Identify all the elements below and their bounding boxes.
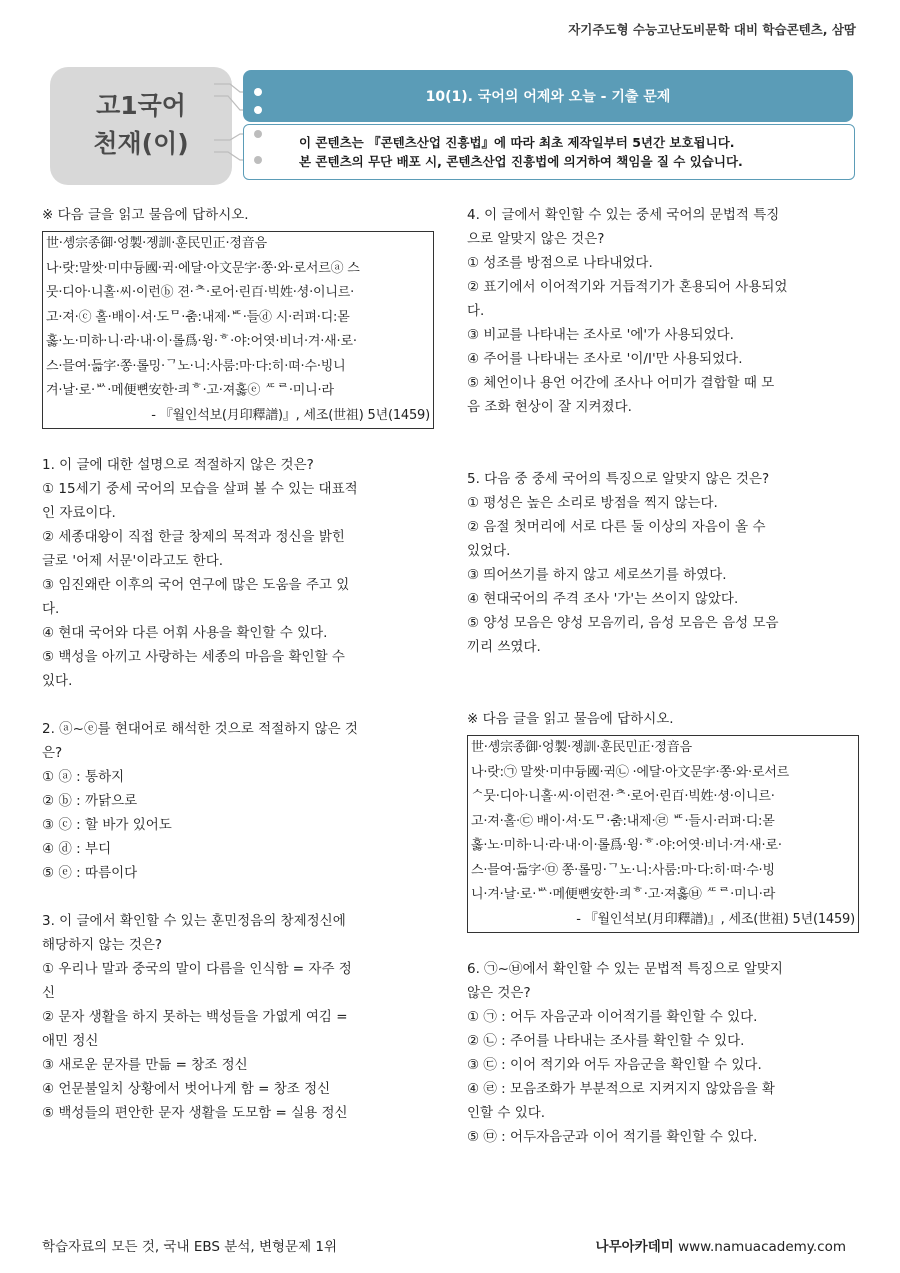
- passage2-line: 나·랏:㉠ 말쌋·미中듕國·귁㉡ ·에달·아文문字·쫑·와·로서르: [471, 764, 790, 780]
- q1-option: 글로 '어제 서문'이라고도 한다.: [42, 553, 224, 569]
- notice-line-2: 본 콘텐츠의 무단 배포 시, 콘텐츠산업 진흥법에 의거하여 책임을 질 수 있습니다.: [299, 154, 743, 169]
- q5-option: 있었다.: [467, 543, 511, 559]
- passage1-instruction: ※ 다음 글을 읽고 물음에 답하시오.: [42, 207, 249, 223]
- top-note: 자기주도형 수능고난도비문학 대비 학습콘텐츠, 삼땀: [568, 22, 856, 37]
- q6-option: ② ㉡ : 주어를 나타내는 조사를 확인할 수 있다.: [467, 1033, 745, 1049]
- q4-option: ④ 주어를 나타내는 조사로 '이/I'만 사용되었다.: [467, 351, 743, 367]
- q2-stem: 2. ⓐ~ⓔ를 현대어로 해석한 것으로 적절하지 않은 것: [42, 721, 358, 737]
- q3-option: ⑤ 백성들의 편안한 문자 생활을 도모함 = 실용 정신: [42, 1105, 348, 1121]
- q6-option: ③ ㉢ : 이어 적기와 어두 자음군을 확인할 수 있다.: [467, 1057, 762, 1073]
- right-column: [467, 203, 859, 1149]
- q1-option: ③ 임진왜란 이후의 국어 연구에 많은 도움을 주고 있: [42, 577, 350, 593]
- passage1-line: 世·솅宗종御·엉製·졩訓·훈民민正·졍音음: [46, 236, 267, 251]
- passage2-line: 고·져·홀·㉢ 배이·셔·도ᄆ·춤:내제·㉣ ᄠ·들시·러펴·디:몯: [471, 813, 775, 829]
- passage2-box: [467, 735, 859, 933]
- q6-stem-cont: 않은 것은?: [467, 985, 531, 1001]
- q4-option: ③ 비교를 나타내는 조사로 '에'가 사용되었다.: [467, 327, 734, 343]
- q6-option: 인할 수 있다.: [467, 1105, 546, 1121]
- q6-option: ④ ㉣ : 모음조화가 부분적으로 지켜지지 않았음을 확: [467, 1081, 775, 1097]
- q4-stem-cont: 으로 알맞지 않은 것은?: [467, 231, 605, 247]
- q5-option: ② 음절 첫머리에 서로 다른 둘 이상의 자음이 올 수: [467, 519, 766, 535]
- passage1-line: 겨·날·로·ᄡ·메便뼌安한·킈ᄒ·고·져홇ⓔ ᄯᄅ·미니·라: [46, 383, 334, 398]
- q1-option: 있다.: [42, 673, 73, 689]
- q1-stem: 1. 이 글에 대한 설명으로 적절하지 않은 것은?: [42, 457, 314, 473]
- title-dot-2: [254, 106, 262, 114]
- q3-option: 신: [42, 985, 56, 1001]
- footer-brand: [596, 1235, 846, 1255]
- passage2-line: 홇·노·미하·니·라·내·이·롤爲·윙·ᄒ·야:어엿·비너·겨·새·로·: [471, 838, 782, 853]
- q2-option: ③ ⓒ : 할 바가 있어도: [42, 817, 172, 833]
- q5-option: ① 평성은 높은 소리로 방점을 찍지 않는다.: [467, 495, 718, 511]
- passage2-line: ᄉ뭇·디아·니홀·씨·이런젼·ᄎ·로어·린百·빅姓·셩·이니르·: [471, 789, 775, 804]
- q5-stem: 5. 다음 중 중세 국어의 특징으로 알맞지 않은 것은?: [467, 471, 770, 487]
- q3-stem-cont: 해당하지 않는 것은?: [42, 937, 163, 953]
- passage1-line: 나·랏:말쌋·미中듕國·귁·에달·아文문字·쫑·와·로서르ⓐ 스: [46, 260, 360, 276]
- q4-option: 음 조화 현상이 잘 지켜졌다.: [467, 399, 632, 415]
- q4-option: ① 성조를 방점으로 나타내었다.: [467, 255, 653, 271]
- q3-option: ② 문자 생활을 하지 못하는 백성들을 가엾게 여김 =: [42, 1009, 348, 1025]
- passage1-line: 스·믈여·듧字·쫑·롤밍·ᄀ노·니:사룸:마·다:히·뗘·수·빙니: [46, 358, 346, 374]
- q1-option: ④ 현대 국어와 다른 어휘 사용을 확인할 수 있다.: [42, 625, 328, 641]
- q1-option: 다.: [42, 601, 60, 617]
- passage1-box: [42, 231, 434, 429]
- title-dot-1: [254, 88, 262, 96]
- q2-option: ④ ⓓ : 부디: [42, 841, 112, 857]
- q2-option: ① ⓐ : 통하지: [42, 769, 125, 785]
- q2-stem-cont: 은?: [42, 745, 63, 761]
- q1-option: ⑤ 백성을 아끼고 사랑하는 세종의 마음을 확인할 수: [42, 649, 345, 665]
- q1-option: ② 세종대왕이 직접 한글 창제의 목적과 정신을 밝힌: [42, 529, 345, 545]
- q4-option: ② 표기에서 이어적기와 거듭적기가 혼용되어 사용되었: [467, 279, 788, 295]
- q5-option: ④ 현대국어의 주격 조사 '가'는 쓰이지 않았다.: [467, 591, 739, 607]
- passage1-line: 뭇·디아·니홀·씨·이런ⓑ 젼·ᄎ·로어·린百·빅姓·셩·이니르·: [46, 285, 355, 300]
- q4-option: 다.: [467, 303, 485, 319]
- q3-option: ④ 언문불일치 상황에서 벗어나게 함 = 창조 정신: [42, 1081, 331, 1097]
- passage1-citation: - 『월인석보(月印釋譜)』, 세조(世祖) 5년(1459): [151, 407, 430, 423]
- passage2-instruction: ※ 다음 글을 읽고 물음에 답하시오.: [467, 711, 674, 727]
- q6-option: ① ㉠ : 어두 자음군과 이어적기를 확인할 수 있다.: [467, 1009, 758, 1025]
- notice-dot-1: [254, 130, 262, 138]
- footer-url[interactable]: www.namuacademy.com: [678, 1239, 846, 1255]
- q3-option: 애민 정신: [42, 1033, 99, 1049]
- notice-dot-2: [254, 156, 262, 164]
- page-title: [243, 70, 853, 122]
- q2-option: ② ⓑ : 까닭으로: [42, 793, 138, 809]
- q1-option: 인 자료이다.: [42, 505, 116, 521]
- badge-publisher: 천재(이): [93, 129, 189, 158]
- q5-option: ⑤ 양성 모음은 양성 모음끼리, 음성 모음은 음성 모음: [467, 615, 779, 631]
- footer-slogan: 학습자료의 모든 것, 국내 EBS 분석, 변형문제 1위: [42, 1239, 338, 1255]
- footer-brand-name: 나무아카데미: [595, 1239, 674, 1255]
- q3-option: ① 우리나 말과 중국의 말이 다름을 인식함 = 자주 정: [42, 961, 352, 977]
- q1-option: ① 15세기 중세 국어의 모습을 살펴 볼 수 있는 대표적: [42, 481, 358, 497]
- q6-option: ⑤ ㉤ : 어두자음군과 이어 적기를 확인할 수 있다.: [467, 1129, 758, 1145]
- passage1-line: 고·져·ⓒ 홀·배이·셔·도ᄆ·춤:내제·ᄠ·들ⓓ 시·러펴·디:몯: [46, 309, 350, 325]
- q2-option: ⑤ ⓔ : 따름이다: [42, 865, 138, 881]
- page-title-text: 10(1). 국어의 어제와 오늘 - 기출 문제: [425, 89, 671, 105]
- passage2-citation: - 『월인석보(月印釋譜)』, 세조(世祖) 5년(1459): [576, 911, 855, 927]
- passage2-line: 니·겨·날·로·ᄡ·메便뼌安한·킈ᄒ·고·져홇㉥ ᄯᄅ·미니·라: [471, 887, 776, 902]
- q3-stem: 3. 이 글에서 확인할 수 있는 훈민정음의 창제정신에: [42, 913, 346, 929]
- q5-option: ③ 띄어쓰기를 하지 않고 세로쓰기를 하였다.: [467, 567, 727, 583]
- q4-option: ⑤ 체언이나 용언 어간에 조사나 어미가 결합할 때 모: [467, 375, 775, 391]
- q3-option: ③ 새로운 문자를 만듦 = 창조 정신: [42, 1057, 248, 1073]
- passage1-line: 홇·노·미하·니·라·내·이·롤爲·윙·ᄒ·야:어엿·비너·겨·새·로·: [46, 334, 357, 349]
- copyright-notice: [243, 124, 855, 180]
- badge-grade: 고1국어: [96, 91, 186, 120]
- notice-line-1: 이 콘텐츠는 『콘텐츠산업 진흥법』에 따라 최초 제작일부터 5년간 보호됩니다.: [299, 135, 735, 150]
- left-column: [42, 203, 434, 1125]
- q5-option: 끼리 쓰였다.: [467, 639, 541, 655]
- passage2-line: 스·믈여·듧字·㉤ 쫑·롤밍·ᄀ노·니:사룸:마·다:히·뗘·수·빙: [471, 862, 775, 878]
- q4-stem: 4. 이 글에서 확인할 수 있는 중세 국어의 문법적 특징: [467, 207, 780, 223]
- q6-stem: 6. ㉠~㉥에서 확인할 수 있는 문법적 특징으로 알맞지: [467, 961, 783, 977]
- passage2-line: 世·솅宗종御·엉製·졩訓·훈民민正·졍音음: [471, 740, 692, 755]
